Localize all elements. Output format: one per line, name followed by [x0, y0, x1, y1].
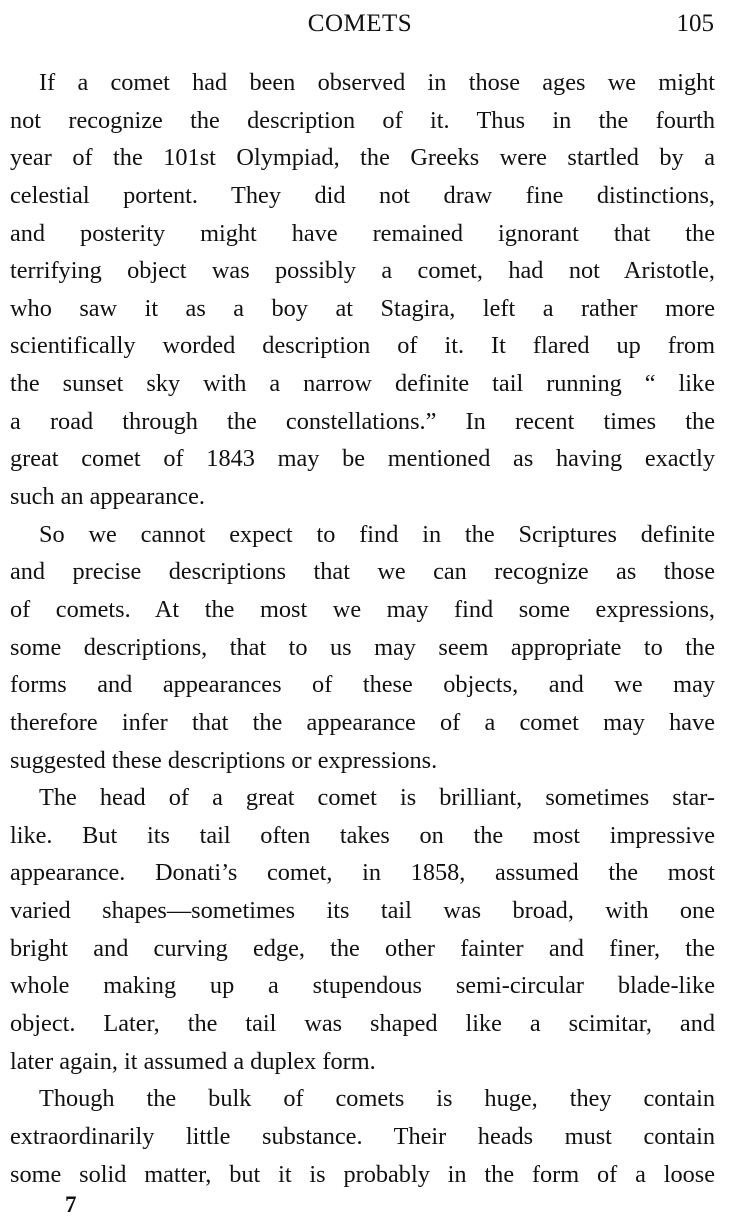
- text-line: who saw it as a boy at Stagira, left a rather more: [10, 294, 715, 322]
- text-line: like. But its tail often takes on the most impressive: [10, 821, 715, 849]
- paragraph: [10, 779, 715, 1080]
- paragraph: [10, 1080, 715, 1193]
- paragraph: [10, 64, 715, 516]
- text-line: If a comet had been observed in those ages we might: [39, 69, 715, 96]
- text-line: a road through the constellations.” In recent times the: [10, 407, 715, 435]
- text-line: varied shapes—sometimes its tail was broad, with one: [10, 897, 715, 925]
- text-line: celestial portent. They did not draw fine distinctions,: [10, 181, 715, 209]
- text-line: and posterity might have remained ignorant that the: [10, 219, 715, 247]
- paragraph: [10, 516, 715, 779]
- text-line: some solid matter, but it is probably in the form of a loose: [10, 1160, 715, 1188]
- text-line: and precise descriptions that we can recognize as those: [10, 558, 715, 586]
- text-line: year of the 101st Olympiad, the Greeks were startled by a: [10, 144, 715, 172]
- signature-mark: 7: [65, 1192, 77, 1217]
- running-head: [0, 6, 745, 42]
- text-line: extraordinarily little substance. Their heads must contain: [10, 1122, 715, 1150]
- running-title: COMETS: [307, 10, 413, 37]
- text-line: object. Later, the tail was shaped like a scimitar, and: [10, 1010, 715, 1038]
- text-line: therefore infer that the appearance of a comet may have: [10, 708, 715, 736]
- text-line: bright and curving edge, the other fainter and finer, the: [10, 934, 715, 962]
- text-line: of comets. At the most we may find some expressions,: [10, 595, 715, 623]
- text-line: whole making up a stupendous semi-circular blade-like: [10, 972, 715, 1000]
- text-line: such an appearance.: [10, 483, 205, 511]
- text-line: the sunset sky with a narrow definite tail running “ like: [10, 370, 715, 398]
- body-text: [10, 64, 715, 1193]
- text-line: not recognize the description of it. Thus in the fourth: [10, 106, 715, 134]
- text-line: appearance. Donati’s comet, in 1858, assumed the most: [10, 859, 715, 887]
- text-line: later again, it assumed a duplex form.: [10, 1047, 376, 1075]
- text-line: terrifying object was possibly a comet, had not Aristotle,: [10, 257, 715, 285]
- text-line: great comet of 1843 may be mentioned as having exactly: [10, 445, 715, 473]
- text-line: The head of a great comet is brilliant, sometimes star-: [39, 784, 715, 812]
- page-number: 105: [676, 10, 714, 37]
- text-line: Though the bulk of comets is huge, they contain: [39, 1085, 715, 1113]
- text-line: scientifically worded description of it. It flared up from: [10, 332, 715, 360]
- text-line: forms and appearances of these objects, and we may: [10, 671, 715, 699]
- text-line: So we cannot expect to find in the Scriptures definite: [39, 520, 715, 548]
- text-line: some descriptions, that to us may seem appropriate to the: [10, 633, 715, 661]
- text-line: suggested these descriptions or expressions.: [10, 746, 438, 774]
